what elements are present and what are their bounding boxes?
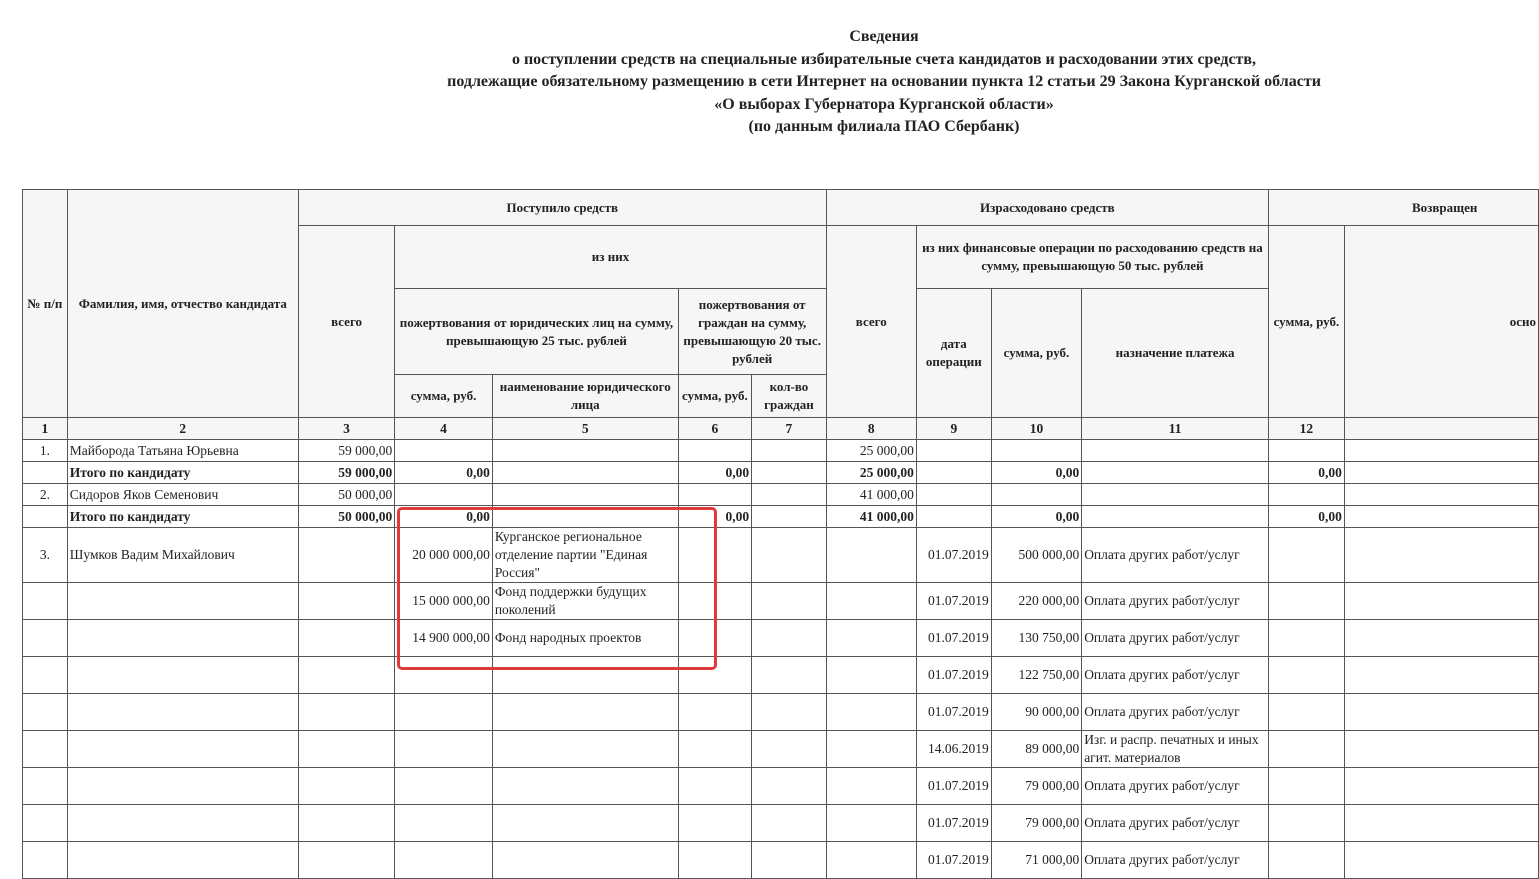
header-of-them: из них <box>395 226 826 289</box>
candidate-name: Шумков Вадим Михайлович <box>67 528 298 583</box>
header-legal-sum: сумма, руб. <box>395 375 493 418</box>
header-num: № п/п <box>23 190 68 418</box>
op-purpose: Оплата других работ/услуг <box>1082 583 1269 620</box>
op-sum: 79 000,00 <box>991 805 1081 842</box>
candidate-name: Майборода Татьяна Юрьевна <box>67 440 298 462</box>
op-sum: 130 750,00 <box>991 620 1081 657</box>
title-line-2: о поступлении средств на специальные избирательные счета кандидатов и расходовании этих средств, <box>511 50 1257 68</box>
header-return-sum: сумма, руб. <box>1269 226 1345 418</box>
op-sum: 71 000,00 <box>991 842 1081 879</box>
spent-total: 25 000,00 <box>826 440 916 462</box>
donor-name: Фонд поддержки будущих поколений <box>492 583 678 620</box>
column-number: 7 <box>752 418 827 440</box>
op-purpose: Оплата других работ/услуг <box>1082 657 1269 694</box>
donation-sum: 20 000 000,00 <box>395 528 493 583</box>
document-title <box>0 26 1539 139</box>
subtotal-received: 50 000,00 <box>298 506 394 528</box>
subtotal-citizens: 0,00 <box>678 506 751 528</box>
header-citizen-donations: пожертвования от граждан на сумму, превышающую 20 тыс. рублей <box>678 289 826 375</box>
column-number: 5 <box>492 418 678 440</box>
column-number: 9 <box>916 418 991 440</box>
row-num: 3. <box>23 528 68 583</box>
op-sum: 90 000,00 <box>991 694 1081 731</box>
subtotal-ops: 0,00 <box>991 462 1081 484</box>
op-date: 01.07.2019 <box>916 805 991 842</box>
title-line-1: Сведения <box>849 28 919 45</box>
table-row <box>23 583 1539 620</box>
subtotal-spent: 25 000,00 <box>826 462 916 484</box>
op-date: 01.07.2019 <box>916 694 991 731</box>
op-date: 01.07.2019 <box>916 768 991 805</box>
op-sum: 500 000,00 <box>991 528 1081 583</box>
subtotal-received: 59 000,00 <box>298 462 394 484</box>
header-purpose: назначение платежа <box>1082 289 1269 418</box>
op-date: 01.07.2019 <box>916 842 991 879</box>
column-number: 12 <box>1269 418 1345 440</box>
column-number: 4 <box>395 418 493 440</box>
donation-sum: 15 000 000,00 <box>395 583 493 620</box>
title-line-5: (по данным филиала ПАО Сбербанк) <box>748 118 1020 135</box>
title-line-4: «О выборах Губернатора Курганской области» <box>714 95 1054 113</box>
header-op-date: дата операции <box>916 289 991 418</box>
header-legal-name: наименование юридического лица <box>492 375 678 418</box>
table-row <box>23 620 1539 657</box>
table-row <box>23 440 1539 462</box>
table-row <box>23 842 1539 879</box>
header-citizens-count: кол-во граждан <box>752 375 827 418</box>
subtotal-legal: 0,00 <box>395 506 493 528</box>
header-returned: Возвращен <box>1269 190 1539 226</box>
table-row <box>23 768 1539 805</box>
received-total: 50 000,00 <box>298 484 394 506</box>
column-number: 3 <box>298 418 394 440</box>
donor-name: Фонд народных проектов <box>492 620 678 657</box>
subtotal-spent: 41 000,00 <box>826 506 916 528</box>
op-purpose: Оплата других работ/услуг <box>1082 694 1269 731</box>
header-received: Поступило средств <box>298 190 826 226</box>
subtotal-legal: 0,00 <box>395 462 493 484</box>
op-date: 01.07.2019 <box>916 583 991 620</box>
op-sum: 122 750,00 <box>991 657 1081 694</box>
subtotal-citizens: 0,00 <box>678 462 751 484</box>
column-number: 6 <box>678 418 751 440</box>
title-line-3: подлежащие обязательному размещению в сети Интернет на основании пункта 12 статьи 29 Закона Курганской области <box>447 73 1321 90</box>
op-purpose: Оплата других работ/услуг <box>1082 805 1269 842</box>
op-sum: 220 000,00 <box>991 583 1081 620</box>
header-citizen-sum: сумма, руб. <box>678 375 751 418</box>
header-spent: Израсходовано средств <box>826 190 1268 226</box>
header-return-basis: осно <box>1344 226 1538 418</box>
row-num: 1. <box>23 440 68 462</box>
op-date: 01.07.2019 <box>916 620 991 657</box>
table-row <box>23 484 1539 506</box>
received-total: 59 000,00 <box>298 440 394 462</box>
column-number: 2 <box>67 418 298 440</box>
header-op-sum: сумма, руб. <box>991 289 1081 418</box>
op-purpose: Оплата других работ/услуг <box>1082 768 1269 805</box>
table-row <box>23 528 1539 583</box>
op-sum: 79 000,00 <box>991 768 1081 805</box>
op-date: 14.06.2019 <box>916 731 991 768</box>
table-row <box>23 657 1539 694</box>
column-numbers-row <box>23 418 1539 440</box>
subtotal-returned: 0,00 <box>1269 506 1345 528</box>
column-number: 1 <box>23 418 68 440</box>
op-date: 01.07.2019 <box>916 657 991 694</box>
donation-sum: 14 900 000,00 <box>395 620 493 657</box>
header-spent-total: всего <box>826 226 916 418</box>
op-date: 01.07.2019 <box>916 528 991 583</box>
op-purpose: Оплата других работ/услуг <box>1082 842 1269 879</box>
header-legal-donations: пожертвования от юридических лиц на сумму, превышающую 25 тыс. рублей <box>395 289 678 375</box>
table-row <box>23 462 1539 484</box>
subtotal-returned: 0,00 <box>1269 462 1345 484</box>
header-spent-ops: из них финансовые операции по расходованию средств на сумму, превышающую 50 тыс. рублей <box>916 226 1268 289</box>
red-highlight-box <box>397 507 717 670</box>
finance-report-table <box>22 189 1539 879</box>
spent-total: 41 000,00 <box>826 484 916 506</box>
op-purpose: Оплата других работ/услуг <box>1082 620 1269 657</box>
table-row <box>23 731 1539 768</box>
header-received-total: всего <box>298 226 394 418</box>
donor-name: Курганское региональное отделение партии "Единая Россия" <box>492 528 678 583</box>
table-row <box>23 506 1539 528</box>
op-purpose: Оплата других работ/услуг <box>1082 528 1269 583</box>
subtotal-label: Итого по кандидату <box>67 506 298 528</box>
table-row <box>23 805 1539 842</box>
subtotal-ops: 0,00 <box>991 506 1081 528</box>
column-number: 11 <box>1082 418 1269 440</box>
row-num: 2. <box>23 484 68 506</box>
column-number: 10 <box>991 418 1081 440</box>
header-fio: Фамилия, имя, отчество кандидата <box>67 190 298 418</box>
table-row <box>23 694 1539 731</box>
column-number: 8 <box>826 418 916 440</box>
op-purpose: Изг. и распр. печатных и иных агит. материалов <box>1082 731 1269 768</box>
op-sum: 89 000,00 <box>991 731 1081 768</box>
candidate-name: Сидоров Яков Семенович <box>67 484 298 506</box>
subtotal-label: Итого по кандидату <box>67 462 298 484</box>
